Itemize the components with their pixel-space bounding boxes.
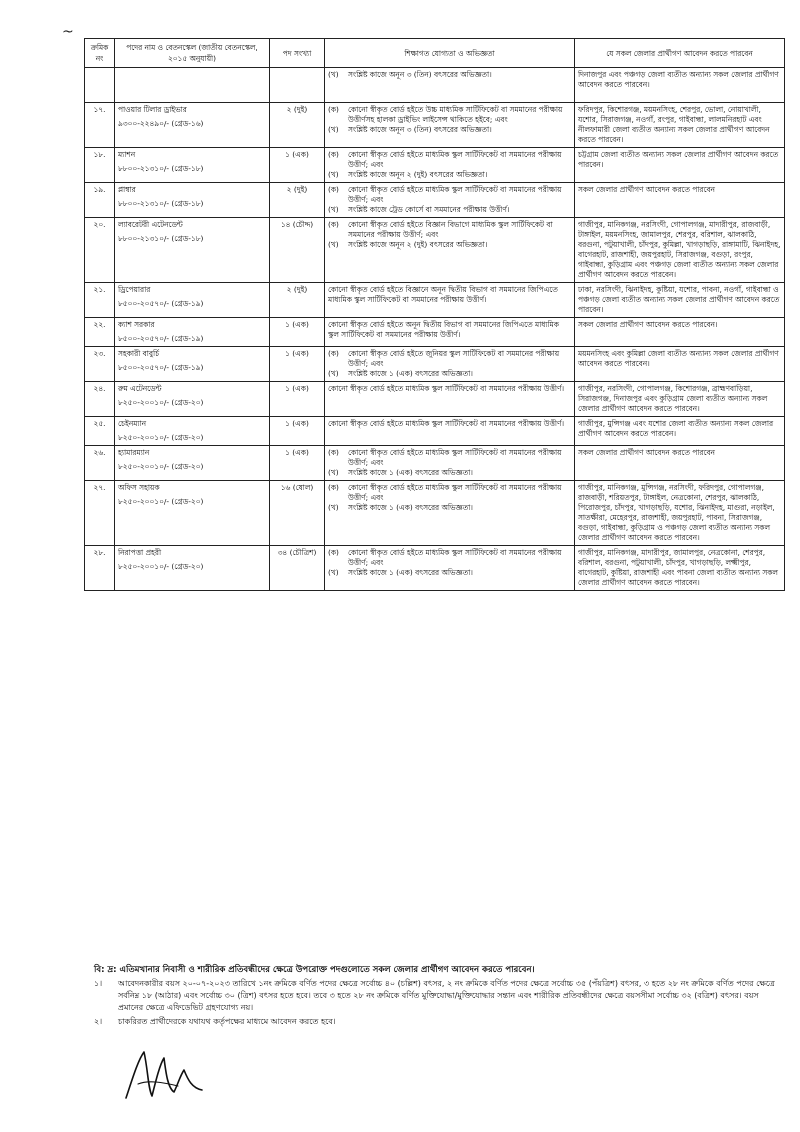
notes-list (94, 978, 784, 1028)
pay-scale: ৮২৫০-২০০১০/- (গ্রেড-২০) (118, 497, 204, 506)
cell-post (115, 347, 270, 382)
notes-title: বি: দ্র: এতিমখানার নিবাসী ও শারীরিক প্রতিবন্ধীদের ক্ষেত্রে উপরোক্ত পদগুলোতে সকল জেলার প্রার্থীগণ আবেদন করতে পারবেন। (94, 965, 535, 975)
qualification-line (328, 285, 571, 305)
cell-qualification (325, 481, 575, 546)
qualification-text: কোনো স্বীকৃত বোর্ড হইতে জুনিয়র স্কুল সার্টিফিকেট বা সমমানের পরীক্ষায় উত্তীর্ণ; এবং (348, 349, 560, 368)
qualification-text: কোনো স্বীকৃত বোর্ড হইতে মাধ্যমিক স্কুল সার্টিফিকেট বা সমমানের পরীক্ষায় উত্তীর্ণ; এবং (348, 448, 562, 467)
cell-post (115, 546, 270, 591)
cell-districts: ঢাকা, নরসিংদী, ঝিনাইদহ, কুষ্টিয়া, যশোর, পাবনা, নওগাঁ, গাইবান্ধা ও পঞ্চগড় জেলা ব্যতীত অন্যান্য সকল জেলার প্রার্থীগণ আবেদন করতে পারবেন। (575, 283, 785, 318)
pay-scale: ৮২৫০-২০০১০/- (গ্রেড-২০) (118, 462, 204, 471)
cell-districts: গাজীপুর, নরসিংদী, গোপালগঞ্জ, কিশোরগঞ্জ, ব্রাহ্মণবাড়িয়া, সিরাজগঞ্জ, দিনাজপুর এবং কুড়িগ্রাম জেলা ব্যতীত অন্যান্য সকল জেলার প্রার্থীগণ আবেদন করতে পারবেন। (575, 382, 785, 417)
qualification-line (328, 150, 571, 170)
qualification-text: সংশ্লিষ্ট কাজে ট্রেড কোর্সে বা সমমানের পরীক্ষায় উত্তীর্ণ। (348, 205, 510, 214)
post-name: নিরাপত্তা প্রহরী (118, 548, 162, 557)
qualification-mark: (খ) (328, 125, 339, 134)
post-name: সহকারী বাবুর্চি (118, 349, 160, 358)
qualification-text: কোনো স্বীকৃত বোর্ড হইতে মাধ্যমিক স্কুল সার্টিফিকেট বা সমমানের পরীক্ষায় উত্তীর্ণ; এবং (348, 150, 562, 169)
table-row (85, 347, 785, 382)
post-name: রুম এটেনডেন্ট (118, 384, 162, 393)
table-row (85, 382, 785, 417)
qualification-text: সংশ্লিষ্ট কাজে ১ (এক) বৎসরের অভিজ্ঞতা। (348, 468, 473, 477)
cell-qualification (325, 283, 575, 318)
cell-serial: ২৪. (85, 382, 115, 417)
cell-serial: ২৮. (85, 546, 115, 591)
cell-count: ১ (এক) (270, 148, 325, 183)
cell-count: ১ (এক) (270, 417, 325, 446)
note-item (94, 978, 784, 1014)
cell-qualification (325, 347, 575, 382)
post-name: পাওয়ার টিলার ড্রাইভার (118, 105, 187, 114)
qualification-line (328, 240, 571, 250)
cell-post (115, 481, 270, 546)
qualification-line (328, 205, 571, 215)
cell-serial: ২৭. (85, 481, 115, 546)
cell-count: ২ (দুই) (270, 103, 325, 148)
post-name: ম্যাশন (118, 150, 136, 159)
table-row (85, 148, 785, 183)
cell-qualification (325, 103, 575, 148)
cell-qualification (325, 218, 575, 283)
qualification-mark: (ক) (328, 548, 339, 557)
pay-scale: ৮৫০০-২০৫৭০/- (গ্রেড-১৯) (118, 363, 204, 372)
qualification-mark: (ক) (328, 448, 339, 457)
qualification-mark: (ক) (328, 150, 339, 159)
qualification-mark: (খ) (328, 170, 339, 179)
cell-post (115, 148, 270, 183)
qualification-text: কোনো স্বীকৃত বোর্ড হইতে মাধ্যমিক স্কুল সার্টিফিকেট বা সমমানের পরীক্ষায় উত্তীর্ণ; এবং (348, 483, 562, 502)
qualification-mark: (খ) (328, 503, 339, 512)
qualification-mark: (ক) (328, 105, 339, 114)
qualification-line (328, 384, 571, 394)
qualification-mark: (ক) (328, 483, 339, 492)
pay-scale: ৮৫০০-২০৫৭০/- (গ্রেড-১৯) (118, 299, 204, 308)
pay-scale: ৮৮০০-২১৩১০/- (গ্রেড-১৮) (118, 234, 204, 243)
cell-districts: ময়মনসিংহ এবং কুমিল্লা জেলা ব্যতীত অন্যান্য সকল জেলার প্রার্থীগণ আবেদন করতে পারবেন। (575, 347, 785, 382)
pay-scale: ৮৫০০-২০৫৭০/- (গ্রেড-১৯) (118, 334, 204, 343)
post-name: হ্যামারম্যান (118, 448, 150, 457)
cell-districts: সকল জেলার প্রার্থীগণ আবেদন করতে পারবেন (575, 446, 785, 481)
header-post-count: পদ সংখ্যা (270, 39, 325, 68)
table-row (85, 218, 785, 283)
qualification-line (328, 503, 571, 513)
pay-scale: ৯৩০০-২২৪৯০/- (গ্রেড-১৬) (118, 119, 204, 128)
cell-districts: গাজীপুর, মানিকগঞ্জ, মাদারীপুর, জামালপুর, নেত্রকোনা, শেরপুর, বরিশাল, বরগুনা, পটুয়াখালী, চাঁদপুর, খাগড়াছড়ি, লক্ষ্মীপুর, বাগেরহাট, কুষ্টিয়া, রাজশাহী এবং পাবনা জেলা ব্যতীত অন্যান্য সকল জেলার প্রার্থীগণ আবেদন করতে পারবেন। (575, 546, 785, 591)
qualification-line (328, 448, 571, 468)
cell-districts: সকল জেলার প্রার্থীগণ আবেদন করতে পারবেন। (575, 318, 785, 347)
qualification-mark: (ক) (328, 185, 339, 194)
qualification-text: সংশ্লিষ্ট কাজে ১ (এক) বৎসরের অভিজ্ঞতা। (348, 568, 473, 577)
note-number: ২। (94, 1017, 103, 1026)
qualification-mark: (খ) (328, 205, 339, 214)
cell-post (115, 446, 270, 481)
qualification-line (328, 320, 571, 340)
signature-image (118, 1040, 208, 1110)
cell-serial: ২৫. (85, 417, 115, 446)
post-name: ক্যাশ সরকার (118, 320, 155, 329)
cell-serial: ২৬. (85, 446, 115, 481)
cell-qualification (325, 382, 575, 417)
note-number: ১। (94, 979, 103, 988)
cell-districts: চট্টগ্রাম জেলা ব্যতীত অন্যান্য সকল জেলার প্রার্থীগণ আবেদন করতে পারবেন। (575, 148, 785, 183)
qualification-text: সংশ্লিষ্ট কাজে অনূন ৩ (তিন) বৎসরের অভিজ্ঞতা। (348, 125, 492, 134)
cell-qualification (325, 68, 575, 103)
cell-serial: ১৮. (85, 148, 115, 183)
qualification-line (328, 185, 571, 205)
cell-post (115, 283, 270, 318)
note-text: চাকরিরত প্রার্থীদেরকে যথাযথ কর্তৃপক্ষের মাধ্যমে আবেদন করতে হবে। (118, 1017, 336, 1026)
qualification-line (328, 220, 571, 240)
cell-serial: ২৩. (85, 347, 115, 382)
cell-districts: গাজীপুর, মানিকগঞ্জ, নরসিংদী, গোপালগঞ্জ, মাদারীপুর, রাজবাড়ী, টাঙ্গাইল, ময়মনসিংহ, জামালপুর, শেরপুর, বরিশাল, ঝালকাঠি, বরগুনা, পটুয়াখালী, চাঁদপুর, কুমিল্লা, খাগড়াছড়ি, রাঙ্গামাটি, ঝিনাইদহ, বাগেরহাট, রাজশাহী, জয়পুরহাট, সিরাজগঞ্জ, বগুড়া, রংপুর, গাইবান্ধা, কুড়িগ্রাম এবং পঞ্চগড় জেলা ব্যতীত অন্যান্য সকল জেলার প্রার্থীগণ আবেদন করতে পারবেন। (575, 218, 785, 283)
cell-serial: ২২. (85, 318, 115, 347)
pay-scale: ৮২৫০-২০০১০/- (গ্রেড-২০) (118, 398, 204, 407)
header-serial: ক্রমিক নং (85, 39, 115, 68)
qualification-text: সংশ্লিষ্ট কাজে অনূন ২ (দুই) বৎসরের অভিজ্ঞতা। (348, 240, 488, 249)
qualification-mark: (খ) (328, 568, 339, 577)
qualification-mark: (খ) (328, 468, 339, 477)
qualification-text: কোনো স্বীকৃত বোর্ড হইতে অনূন দ্বিতীয় বিভাগ বা সমমানের জিপিএতে মাধ্যমিক স্কুল সার্টিফিকেট বা সমমানের পরীক্ষায় উত্তীর্ণ। (328, 320, 559, 339)
cell-districts: গাজীপুর, মানিকগঞ্জ, মুন্সিগঞ্জ, নরসিংদী, ফরিদপুর, গোপালগঞ্জ, রাজবাড়ী, শরিয়তপুর, টাঙ্গাইল, নেত্রকোনা, শেরপুর, ঝালকাঠি, পিরোজপুর, চাঁদপুর, খাগড়াছড়ি, যশোর, ঝিনাইদহ, মাগুরা, নড়াইল, সাতক্ষীরা, মেহেরপুর, রাজশাহী, জয়পুরহাট, পাবনা, সিরাজগঞ্জ, বগুড়া, গাইবান্ধা, কুড়িগ্রাম ও পঞ্চগড় জেলা ব্যতীত অন্যান্য সকল জেলার প্রার্থীগণ আবেদন করতে পারবেন। (575, 481, 785, 546)
cell-serial: ১৭. (85, 103, 115, 148)
qualification-text: কোনো স্বীকৃত বোর্ড হইতে মাধ্যমিক স্কুল সার্টিফিকেট বা সমমানের পরীক্ষায় উত্তীর্ণ; এবং (348, 548, 562, 567)
table-row-continuation (85, 68, 785, 103)
cell-post (115, 103, 270, 148)
cell-qualification (325, 446, 575, 481)
cell-count: ২ (দুই) (270, 283, 325, 318)
page-corner-mark: ~ (62, 24, 74, 40)
qualification-line (328, 568, 571, 578)
qualification-line (328, 483, 571, 503)
qualification-line (328, 125, 571, 135)
cell-post (115, 318, 270, 347)
cell-post (115, 68, 270, 103)
cell-serial (85, 68, 115, 103)
qualification-line (328, 369, 571, 379)
qualification-line (328, 419, 571, 429)
qualification-text: সংশ্লিষ্ট কাজে ১ (এক) বৎসরের অভিজ্ঞতা। (348, 369, 473, 378)
table-row (85, 417, 785, 446)
cell-count: ২ (দুই) (270, 183, 325, 218)
cell-qualification (325, 148, 575, 183)
post-name: প্লাম্বার (118, 185, 136, 194)
qualification-text: কোনো স্বীকৃত বোর্ড হইতে মাধ্যমিক স্কুল সার্টিফিকেট বা সমমানের পরীক্ষায় উত্তীর্ণ; এবং (348, 185, 562, 204)
table-row (85, 446, 785, 481)
post-name: ল্যাবরেটরী এটেনডেন্ট (118, 220, 183, 229)
cell-post (115, 417, 270, 446)
recruitment-table (84, 38, 785, 591)
table-body (85, 68, 785, 591)
qualification-text: সংশ্লিষ্ট কাজে অনূন ২ (দুই) বৎসরের অভিজ্ঞতা। (348, 170, 488, 179)
cell-serial: ১৯. (85, 183, 115, 218)
post-name: অফিস সহায়ক (118, 483, 160, 492)
qualification-line (328, 468, 571, 478)
post-name: চেইনম্যান (118, 419, 147, 428)
pay-scale: ৮২৫০-২০০১০/- (গ্রেড-২০) (118, 433, 204, 442)
note-text: আবেদনকারীর বয়স ২০-০৭-২০২৩ তারিখে ১নং ক্রমিকে বর্ণিত পদের ক্ষেত্রে সর্বোচ্চ ৪০ (চল্লিশ) বৎসর, ২ নং ক্রমিকে বর্ণিত পদের ক্ষেত্রে সর্বোচ্চ ৩৫ (পঁয়ত্রিশ) বৎসর, ৩ হতে ২৮ নং ক্রমিকে বর্ণিত পদের ক্ষেত্রে সর্বনিম্ন ১৮ (আঠার) এবং সর্বোচ্চ ৩০ (ত্রিশ) বৎসর হতে হবে। তবে ৩ হতে ২৮ নং ক্রমিকে বর্ণিত মুক্তিযোদ্ধা/মুক্তিযোদ্ধার সন্তান এবং শারীরিক প্রতিবন্ধীদের ক্ষেত্রে বয়সসীমা সর্বোচ্চ ৩২ (বত্রিশ) বৎসর। বয়স প্রমানের ক্ষেত্রে এফিডেভিট গ্রহণযোগ্য নয়। (118, 979, 775, 1012)
qualification-text: সংশ্লিষ্ট কাজে অনূন ৩ (তিন) বৎসরের অভিজ্ঞতা। (348, 70, 492, 79)
table-row (85, 481, 785, 546)
qualification-text: কোনো স্বীকৃত বোর্ড হইতে উচ্চ মাধ্যমিক সার্টিফিকেট বা সমমানের পরীক্ষায় উত্তীর্ণসহ হালকা ড্রাইভিং লাইসেন্স থাকিতে হইবে; এবং (348, 105, 563, 124)
qualification-line (328, 170, 571, 180)
qualification-line (328, 70, 571, 80)
cell-count: ১ (এক) (270, 446, 325, 481)
cell-post (115, 218, 270, 283)
table-row (85, 283, 785, 318)
qualification-line (328, 349, 571, 369)
cell-count: ১ (এক) (270, 382, 325, 417)
cell-count: ১ (এক) (270, 318, 325, 347)
cell-post (115, 183, 270, 218)
cell-count: ১৬ (ষোল) (270, 481, 325, 546)
cell-count (270, 68, 325, 103)
cell-districts: দিনাজপুর এবং পঞ্চগড় জেলা ব্যতীত অন্যান্য সকল জেলার প্রার্থীগণ আবেদন করতে পারবেন। (575, 68, 785, 103)
pay-scale: ৮৮০০-২১৩১০/- (গ্রেড-১৮) (118, 199, 204, 208)
qualification-line (328, 548, 571, 568)
pay-scale: ৮৮০০-২১৩১০/- (গ্রেড-১৮) (118, 164, 204, 173)
header-districts: যে সকল জেলার প্রার্থীগণ আবেদন করতে পারবেন (575, 39, 785, 68)
cell-count: ১ (এক) (270, 347, 325, 382)
qualification-text: কোনো স্বীকৃত বোর্ড হইতে মাধ্যমিক স্কুল সার্টিফিকেট বা সমমানের পরীক্ষায় উত্তীর্ণ। (328, 384, 565, 393)
table-row (85, 183, 785, 218)
cell-qualification (325, 417, 575, 446)
note-item (94, 1016, 784, 1028)
qualification-line (328, 105, 571, 125)
qualification-text: কোনো স্বীকৃত বোর্ড হইতে মাধ্যমিক স্কুল সার্টিফিকেট বা সমমানের পরীক্ষায় উত্তীর্ণ। (328, 419, 565, 428)
cell-serial: ২১. (85, 283, 115, 318)
table-row (85, 103, 785, 148)
qualification-mark: (খ) (328, 70, 339, 79)
table-row (85, 546, 785, 591)
table-header-row (85, 39, 785, 68)
table-row (85, 318, 785, 347)
cell-qualification (325, 318, 575, 347)
cell-districts: সকল জেলার প্রার্থীগণ আবেদন করতে পারবেন (575, 183, 785, 218)
header-qualification: শিক্ষাগত যোগ্যতা ও অভিজ্ঞতা (325, 39, 575, 68)
cell-count: ১৪ (চৌদ্দ) (270, 218, 325, 283)
qualification-text: সংশ্লিষ্ট কাজে ১ (এক) বৎসরের অভিজ্ঞতা। (348, 503, 473, 512)
header-post-scale: পদের নাম ও বেতনস্কেল (জাতীয় বেতনস্কেল, ২০১৫ অনুযায়ী) (115, 39, 270, 68)
qualification-mark: (ক) (328, 349, 339, 358)
qualification-text: কোনো স্বীকৃত বোর্ড হইতে বিজ্ঞানে অনূন দ্বিতীয় বিভাগ বা সমমানের জিপিএতে মাধ্যমিক স্কুল সার্টিফিকেট বা সমমানের পরীক্ষায় উত্তীর্ণ। (328, 285, 558, 304)
qualification-mark: (খ) (328, 369, 339, 378)
pay-scale: ৮২৫০-২০০১০/- (গ্রেড-২০) (118, 562, 204, 571)
cell-qualification (325, 183, 575, 218)
qualification-text: কোনো স্বীকৃত বোর্ড হইতে বিজ্ঞান বিভাগে মাধ্যমিক স্কুল সার্টিফিকেট বা সমমানের পরীক্ষায় উত্তীর্ণ; এবং (348, 220, 553, 239)
cell-count: ৩৪ (চৌত্রিশ) (270, 546, 325, 591)
cell-districts: গাজীপুর, মুন্সিগঞ্জ এবং যশোর জেলা ব্যতীত অন্যান্য সকল জেলার প্রার্থীগণ আবেদন করতে পারবেন। (575, 417, 785, 446)
post-name: ড্রিপেয়ারার (118, 285, 151, 294)
cell-qualification (325, 546, 575, 591)
cell-post (115, 382, 270, 417)
cell-districts: ফরিদপুর, কিশোরগঞ্জ, ময়মনসিংহ, শেরপুর, ভোলা, নোয়াখালী, যশোর, সিরাজগঞ্জ, নওগাঁ, রংপুর, গাইবান্ধা, লালমনিরহাট এবং নীলফামারী জেলা ব্যতীত অন্যান্য সকল জেলার প্রার্থীগণ আবেদন করতে পারবেন। (575, 103, 785, 148)
cell-serial: ২০. (85, 218, 115, 283)
notes-section (94, 964, 784, 1030)
qualification-mark: (ক) (328, 220, 339, 229)
qualification-mark: (খ) (328, 240, 339, 249)
